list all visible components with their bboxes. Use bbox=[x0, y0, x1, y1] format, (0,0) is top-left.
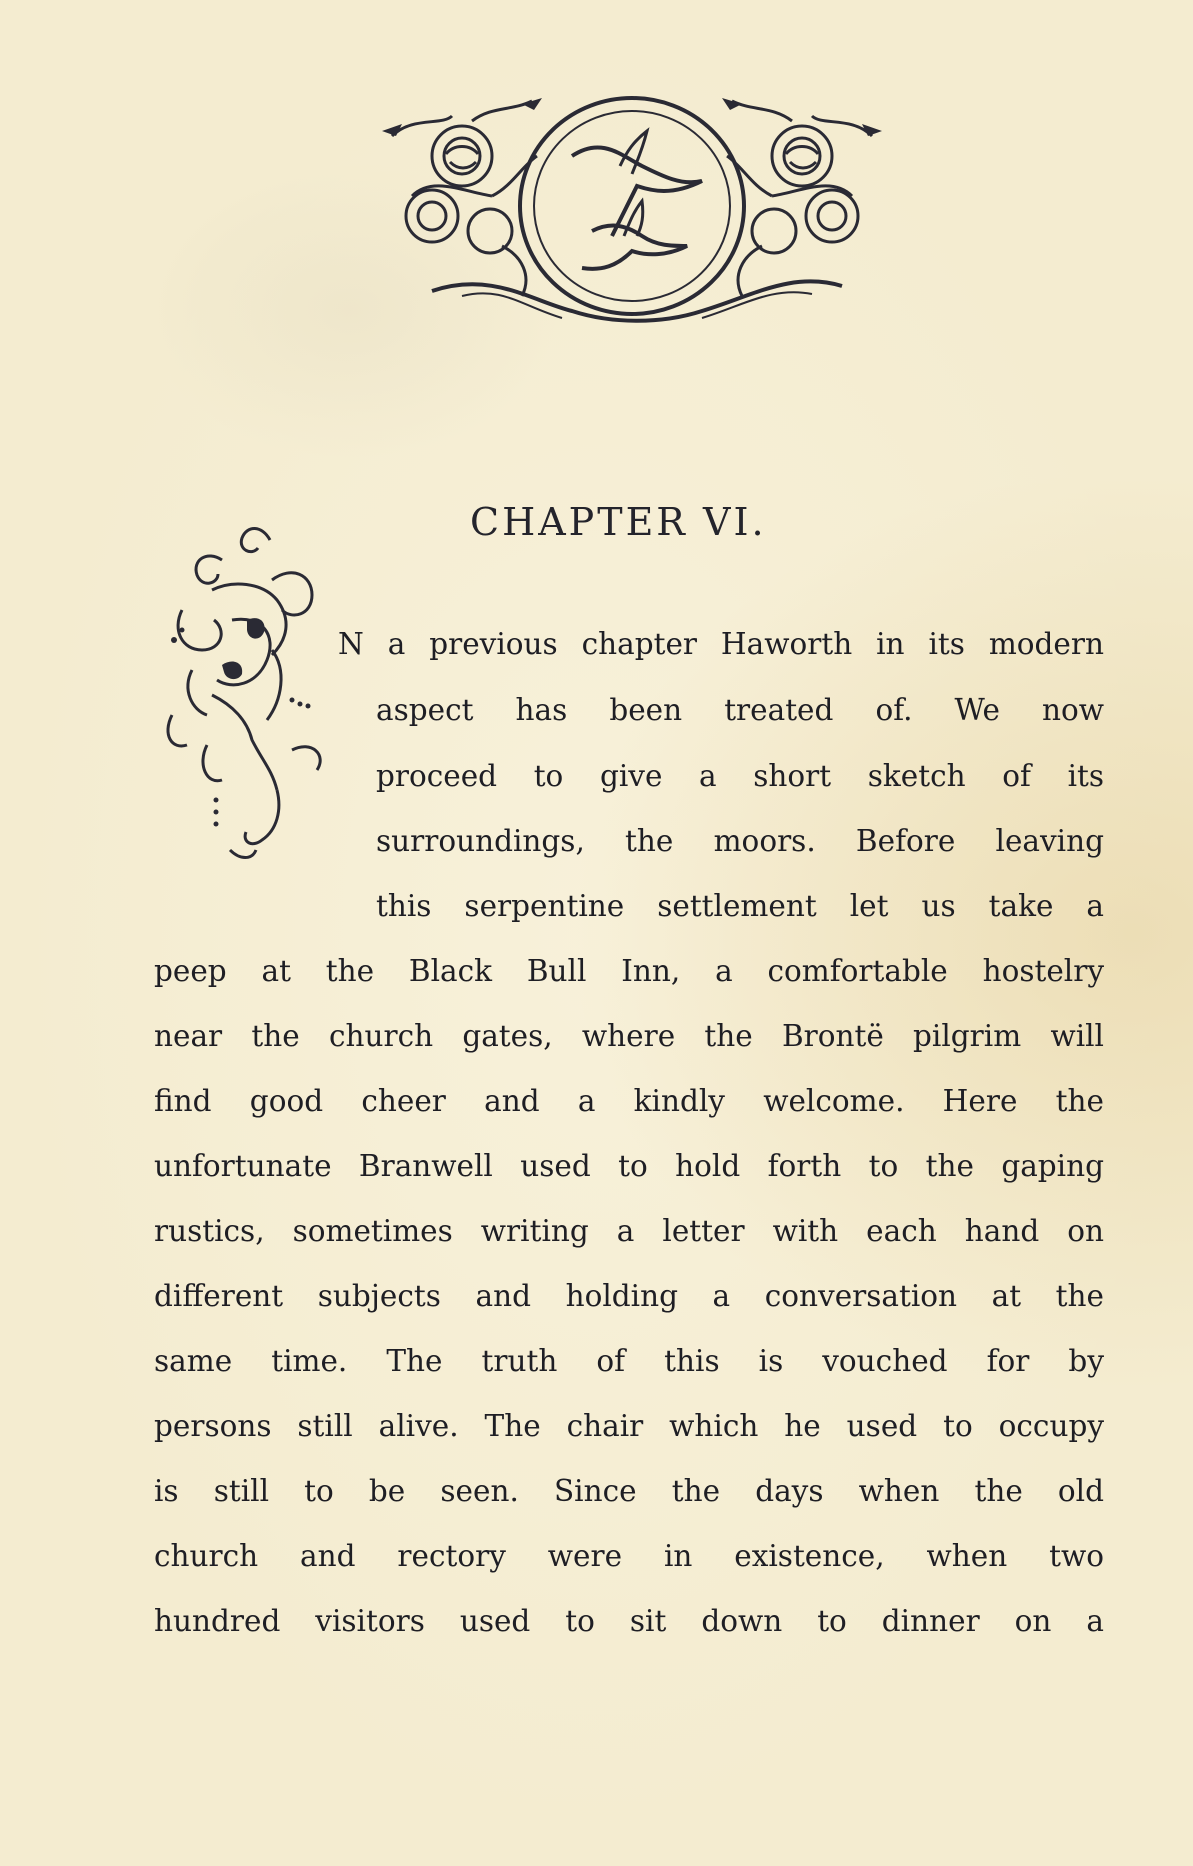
text-line-11: different subjects and holding a conversation at the bbox=[154, 1279, 1104, 1313]
text-line-16: hundred visitors used to sit down to dinner on a bbox=[154, 1604, 1104, 1638]
headpiece-vignette-icon bbox=[372, 96, 892, 336]
text-line-3: proceed to give a short sketch of its bbox=[376, 759, 1104, 793]
text-line-7: near the church gates, where the Brontë pilgrim will bbox=[154, 1019, 1104, 1053]
text-line-2: aspect has been treated of. We now bbox=[376, 693, 1104, 727]
ornamental-initial-icon bbox=[152, 520, 342, 900]
text-line-14: is still to be seen. Since the days when the old bbox=[154, 1474, 1104, 1508]
text-line-15: church and rectory were in existence, when two bbox=[154, 1539, 1104, 1573]
text-line-6: peep at the Black Bull Inn, a comfortable hostelry bbox=[154, 954, 1104, 988]
text-line-12: same time. The truth of this is vouched for by bbox=[154, 1344, 1104, 1378]
text-line-5: this serpentine settlement let us take a bbox=[376, 889, 1104, 923]
text-line-10: rustics, sometimes writing a letter with each hand on bbox=[154, 1214, 1104, 1248]
text-line-9: unfortunate Branwell used to hold forth to the gaping bbox=[154, 1149, 1104, 1183]
chapter-title: CHAPTER VI. bbox=[470, 500, 767, 544]
text-line-13: persons still alive. The chair which he used to occupy bbox=[154, 1409, 1104, 1443]
text-line-8: find good cheer and a kindly welcome. Here the bbox=[154, 1084, 1104, 1118]
text-line-1: N a previous chapter Haworth in its modern bbox=[338, 627, 1104, 661]
text-line-4: surroundings, the moors. Before leaving bbox=[376, 824, 1104, 858]
